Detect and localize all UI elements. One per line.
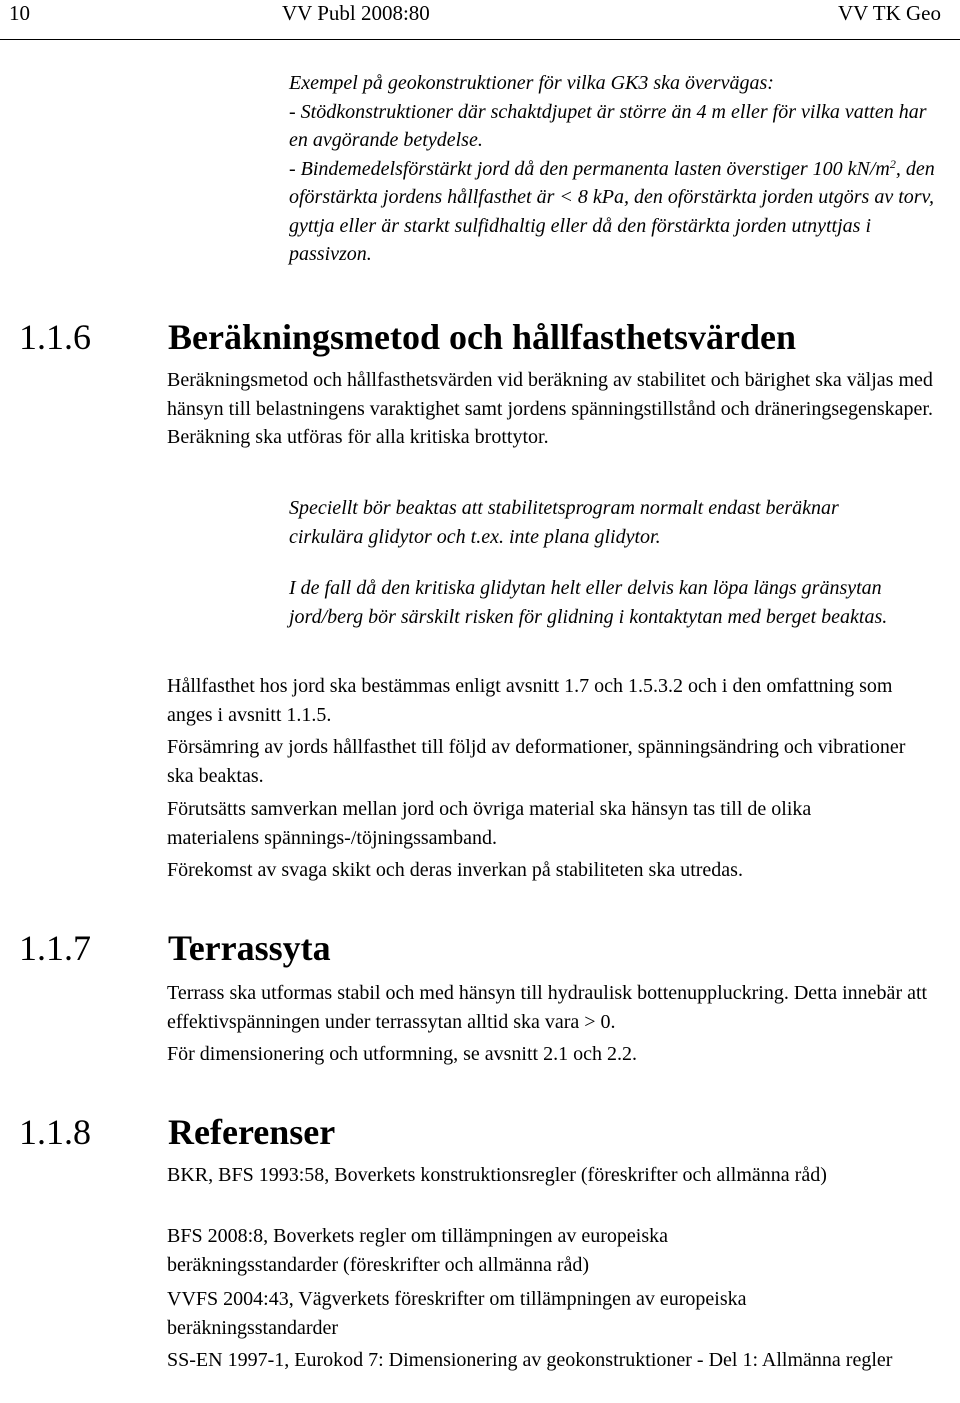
section-116-para5: Förekomst av svaga skikt och deras inverkan på stabiliteten ska utredas. — [167, 859, 743, 881]
section-116-note2: I de fall då den kritiska glidytan helt eller delvis kan löpa längs gränsytan jord/berg bör särskilt risken för glidning i kontaktytan med berget beaktas. — [289, 577, 888, 628]
section-117-para2: För dimensionering och utformning, se avsnitt 2.1 och 2.2. — [167, 1043, 637, 1065]
reference-2: BFS 2008:8, Boverkets regler om tillämpningen av europeiska beräkningsstandarder (föreskrifter och allmänna råd) — [167, 1225, 669, 1276]
section-number: 1.1.8 — [19, 1112, 91, 1152]
section-116-note1: Speciellt bör beaktas att stabilitetsprogram normalt endast beräknar cirkulära glidytor och t.ex. inte plana glidytor. — [289, 497, 839, 548]
section-116-para3: Försämring av jords hållfasthet till följd av deformationer, spänningsändring och vibrationer ska beaktas. — [167, 736, 906, 787]
reference-1: BKR, BFS 1993:58, Boverkets konstruktionsregler (föreskrifter och allmänna råd) — [167, 1164, 827, 1186]
page-number: 10 — [9, 1, 30, 25]
section-number: 1.1.7 — [19, 928, 91, 968]
section-title: Referenser — [168, 1112, 336, 1152]
publication-id: VV Publ 2008:80 — [282, 1, 430, 25]
section-116-para4: Förutsätts samverkan mellan jord och övriga material ska hänsyn tas till de olika materialens spännings-/töjningssamband. — [167, 798, 812, 849]
section-116-para1: Beräkningsmetod och hållfasthetsvärden vid beräkning av stabilitet och bärighet ska väljas med hänsyn till belastningens varaktighet samt jordens spänningstillstånd och dräneringsegenskaper. Beräkning ska utföras för alla kritiska brottytor. — [167, 369, 933, 448]
section-number: 1.1.6 — [19, 317, 91, 357]
section-heading-118 — [0, 1112, 335, 1152]
section-heading-117 — [0, 928, 331, 968]
reference-4: SS-EN 1997-1, Eurokod 7: Dimensionering av geokonstruktioner - Del 1: Allmänna regler — [167, 1349, 893, 1371]
section-title: Terrassyta — [168, 928, 331, 968]
section-117-para1: Terrass ska utformas stabil och med hänsyn till hydraulisk bottenuppluckring. Detta innebär att effektivspänningen under terrassytan alltid ska vara > 0. — [167, 982, 928, 1033]
section-title: Beräkningsmetod och hållfasthetsvärden — [168, 317, 797, 357]
intro-line: Exempel på geokonstruktioner för vilka GK3 ska övervägas: — [289, 72, 774, 94]
intro-example-block — [289, 69, 949, 269]
reference-3: VVFS 2004:43, Vägverkets föreskrifter om tillämpningen av europeiska beräkningsstandarder — [167, 1288, 747, 1339]
section-heading-116 — [0, 317, 796, 357]
section-116-para2: Hållfasthet hos jord ska bestämmas enligt avsnitt 1.7 och 1.5.3.2 och i den omfattning som anges i avsnitt 1.1.5. — [167, 675, 893, 726]
intro-line: - Bindemedelsförstärkt jord då den permanenta lasten överstiger 100 $kN/m^2$, den oförstärkta jordens hållfasthet är < 8 kPa, den oförstärkta jorden utgörs av torv, gyttja eller är starkt sulfidhaltig eller då den förstärkta jorden utnyttjas i passivzon. — [289, 156, 935, 265]
page-header — [0, 0, 960, 40]
intro-line: - Stödkonstruktioner där schaktdjupet är större än 4 m eller för vilka vatten har en avgörande betydelse. — [289, 100, 927, 151]
department: VV TK Geo — [837, 1, 941, 25]
